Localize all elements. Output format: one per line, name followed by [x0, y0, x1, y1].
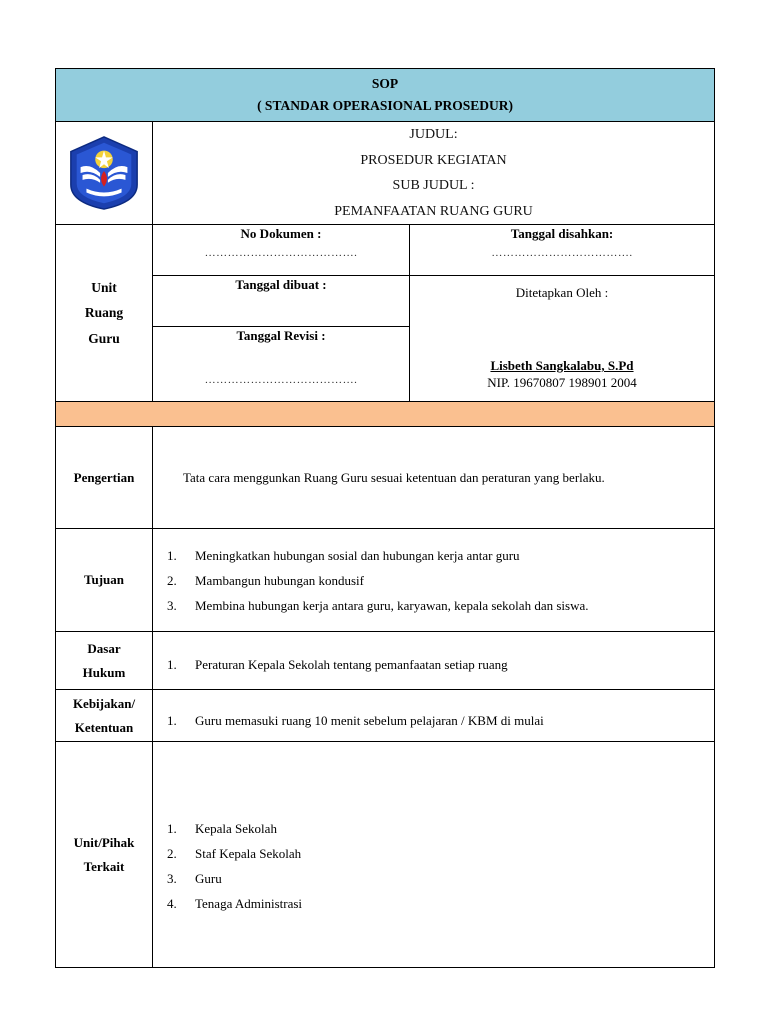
no-dokumen-value: ………………………………….: [204, 247, 358, 259]
sub-judul-label: SUB JUDUL :: [392, 178, 475, 193]
unit-line-3: Guru: [88, 330, 120, 346]
unit-line-1: Unit: [91, 279, 117, 295]
logo-cell: [56, 122, 153, 225]
list-item: 1. Peraturan Kepala Sekolah tentang pemanfaatan setiap ruang: [167, 657, 508, 672]
header-line-1: SOP: [371, 76, 399, 91]
ditetapkan-cell: [410, 276, 715, 402]
sub-judul-value: PEMANFAATAN RUANG GURU: [334, 203, 533, 219]
list-item: 1. Meningkatkan hubungan sosial dan hubungan kerja antar guru: [167, 547, 520, 563]
no-dokumen-label: No Dokumen :: [240, 226, 322, 241]
tanggal-revisi-value: ………………………………….: [204, 374, 358, 386]
pengertian-label: Pengertian: [56, 427, 153, 529]
list-item: 2. Mambangun hubungan kondusif: [167, 572, 364, 588]
dasar-hukum-content: [153, 632, 715, 690]
tanggal-revisi-label: Tanggal Revisi :: [236, 328, 326, 343]
tanggal-dibuat-cell: [153, 276, 410, 327]
unit-cell: [56, 225, 153, 402]
sop-header: [56, 69, 715, 122]
tujuan-label: Tujuan: [56, 529, 153, 632]
tanggal-disahkan-cell: [410, 225, 715, 276]
list-item: 1. Guru memasuki ruang 10 menit sebelum pelajaran / KBM di mulai: [167, 713, 544, 728]
ditetapkan-label: Ditetapkan Oleh :: [515, 285, 609, 300]
unit-terkait-label: Unit/Pihak Terkait: [56, 742, 153, 968]
dasar-hukum-label: Dasar Hukum: [56, 632, 153, 690]
pengertian-text: Tata cara menggunkan Ruang Guru sesuai ketentuan dan peraturan yang berlaku.: [153, 427, 715, 529]
dasar-hukum-list: [167, 652, 714, 677]
list-item: 4. Tenaga Administrasi: [167, 895, 303, 911]
list-item: 3. Membina hubungan kerja antara guru, karyawan, kepala sekolah dan siswa.: [167, 597, 589, 613]
no-dokumen-cell: [153, 225, 410, 276]
tanggal-dibuat-label: Tanggal dibuat :: [235, 277, 327, 292]
judul-value: PROSEDUR KEGIATAN: [360, 152, 507, 168]
tut-wuri-handayani-logo: [65, 134, 143, 212]
unit-terkait-content: [153, 742, 715, 968]
signer-nip: NIP. 19670807 198901 2004: [487, 375, 637, 390]
unit-line-2: Ruang: [84, 305, 124, 321]
judul-label: JUDUL:: [409, 127, 458, 142]
kebijakan-label: Kebijakan/ Ketentuan: [56, 690, 153, 742]
list-item: 3. Guru: [167, 870, 222, 886]
sop-table: [55, 68, 715, 968]
tujuan-content: [153, 529, 715, 632]
list-item: 1. Kepala Sekolah: [167, 820, 277, 836]
tanggal-revisi-cell: [153, 327, 410, 402]
header-line-2: ( STANDAR OPERASIONAL PROSEDUR): [257, 98, 513, 113]
tujuan-list: [167, 543, 714, 618]
section-separator: [56, 402, 715, 427]
signer-name: Lisbeth Sangkalabu, S.Pd: [490, 358, 634, 373]
kebijakan-content: [153, 690, 715, 742]
unit-terkait-list: [167, 816, 714, 916]
title-block: [153, 122, 715, 225]
tanggal-disahkan-value: ……………………………….: [491, 247, 633, 259]
tanggal-disahkan-label: Tanggal disahkan:: [510, 226, 614, 241]
kebijakan-list: [167, 708, 714, 733]
list-item: 2. Staf Kepala Sekolah: [167, 845, 302, 861]
